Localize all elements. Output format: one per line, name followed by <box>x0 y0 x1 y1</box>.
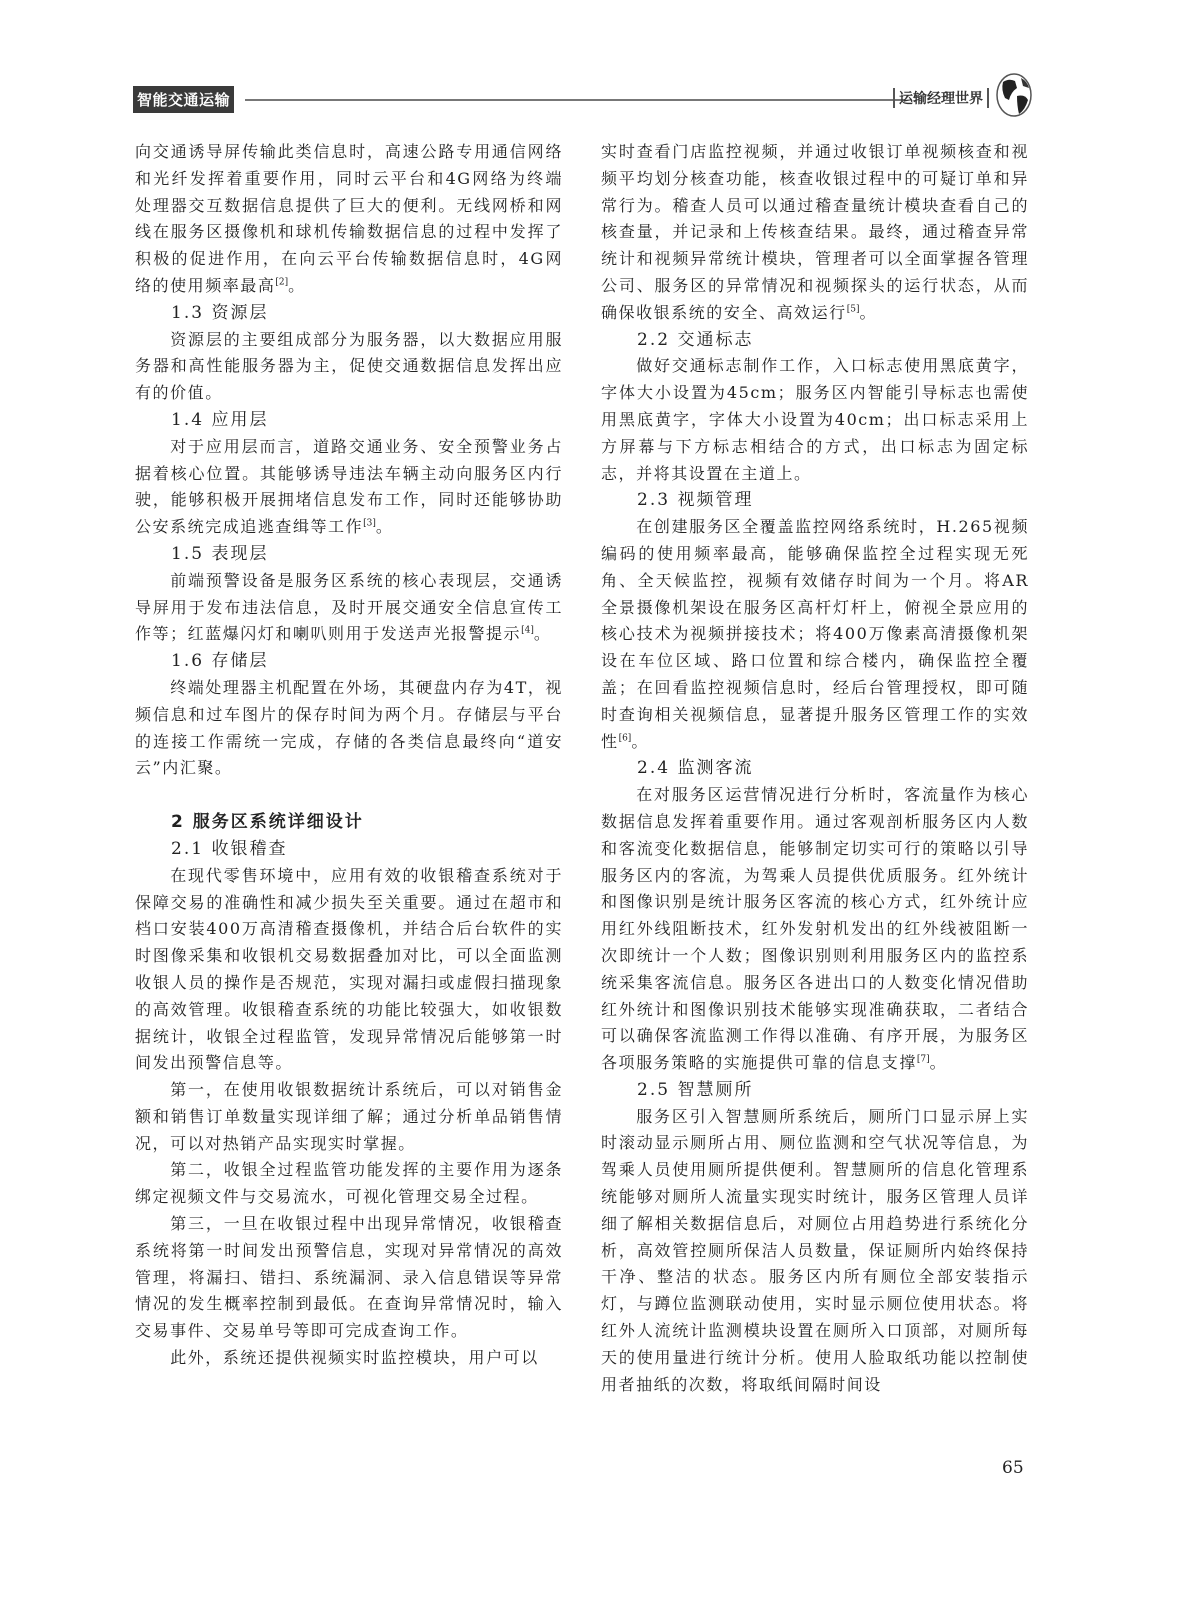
paragraph <box>601 514 1029 755</box>
paragraph <box>135 1157 563 1211</box>
paragraph-text: 在创建服务区全覆盖监控网络系统时，H.265视频编码的使用频率最高，能够确保监控全过程实现无死角、全天候监控，视频有效储存时间为一个月。将AR全景摄像机架设在服务区高杆灯杆上，俯视全景应用的核心技术为视频拼接技术；将400万像素高清摄像机架设在车位区域、路口位置和综合楼内，确保监控全覆盖；在回看监控视频信息时，经后台管理授权，即可随时查询相关视频信息，显著提升服务区管理工作的实效性 <box>601 517 1029 751</box>
section-label: 智能交通运输 <box>133 86 234 113</box>
running-header <box>133 84 1033 114</box>
sentence-end: 。 <box>533 624 552 644</box>
page-number: 65 <box>1002 1458 1024 1478</box>
left-column <box>135 139 563 1372</box>
paragraph-text: 向交通诱导屏传输此类信息时，高速公路专用通信网络和光纤发挥着重要作用，同时云平台和4G网络为终端处理器交互数据信息提供了巨大的便利。无线网桥和网线在服务区摄像机和球机传输数据信息的过程中发挥了积极的促进作用，在向云平台传输数据信息时，4G网络的使用频率最高 <box>135 142 563 295</box>
paragraph-text: 第三，一旦在收银过程中出现异常情况，收银稽查系统将第一时间发出预警信息，实现对异常情况的高效管理，将漏扫、错扫、系统漏洞、录入信息错误等异常情况的发生概率控制到最低。在查询异常情况时，输入交易事件、交易单号等即可完成查询工作。 <box>135 1214 563 1341</box>
sentence-end: 。 <box>631 731 649 751</box>
paragraph-text: 服务区引入智慧厕所系统后，厕所门口显示屏上实时滚动显示厕所占用、厕位监测和空气状况等信息，为驾乘人员使用厕所提供便利。智慧厕所的信息化管理系统能够对厕所人流量实现实时统计，服务区管理人员详细了解相关数据信息后，对厕位占用趋势进行系统化分析，高效管控厕所保洁人员数量，保证厕所内始终保持干净、整洁的状态。服务区内所有厕位全部安装指示灯，与蹲位监测联动使用，实时显示厕位使用状态。将红外人流统计监测模块设置在厕所入口顶部，对厕所每天的使用量进行统计分析。使用人脸取纸功能以控制使用者抽纸的次数，将取纸间隔时间设 <box>601 1106 1029 1394</box>
subsection-heading: 2.2 交通标志 <box>637 329 754 350</box>
paragraph-text: 在对服务区运营情况进行分析时，客流量作为核心数据信息发挥着重要作用。通过客观剖析服务区内人数和客流变化数据信息，能够制定切实可行的策略以引导服务区内的客流，为驾乘人员提供优质服务。红外统计和图像识别是统计服务区客流的核心方式，红外统计应用红外线阻断技术，红外发射机发出的红外线被阻断一次即统计一个人数；图像识别则利用服务区内的监控系统采集客流信息。服务区各进出口的人数变化情况借助红外统计和图像识别技术能够实现准确获取，二者结合可以确保客流监测工作得以准确、有序开展，为服务区各项服务策略的实施提供可靠的信息支撑 <box>601 785 1029 1073</box>
paragraph <box>135 139 563 300</box>
paragraph-text: 终端处理器主机配置在外场，其硬盘内存为4T，视频信息和过车图片的保存时间为两个月。存储层与平台的连接工作需统一完成，存储的各类信息最终向“道安云”内汇聚。 <box>135 677 563 778</box>
subsection-heading: 1.3 资源层 <box>171 302 269 323</box>
journal-name: 运输经理世界 <box>893 88 989 108</box>
paragraph-text: 资源层的主要组成部分为服务器，以大数据应用服务器和高性能服务器为主，促使交通数据信息发挥出应有的价值。 <box>135 329 563 403</box>
citation-ref: [7] <box>916 1054 930 1065</box>
paragraph-text: 前端预警设备是服务区系统的核心表现层，交通诱导屏用于发布违法信息，及时开展交通安全信息宣传工作等；红蓝爆闪灯和喇叭则用于发送声光报警提示 <box>135 570 563 644</box>
paragraph <box>135 1211 563 1345</box>
paragraph-text: 做好交通标志制作工作，入口标志使用黑底黄字，字体大小设置为45cm；服务区内智能引导标志也需使用黑底黄字，字体大小设置为40cm；出口标志采用上方屏幕与下方标志相结合的方式，出口标志为固定标志，并将其设置在主道上。 <box>601 356 1029 483</box>
subsection-heading: 1.4 应用层 <box>171 409 269 430</box>
header-rule <box>245 99 905 101</box>
paragraph <box>601 139 1029 327</box>
sentence-end: 。 <box>288 275 306 295</box>
right-column <box>601 139 1029 1398</box>
subsection-heading: 2.4 监测客流 <box>637 758 754 779</box>
subsection-heading: 2.1 收银稽查 <box>171 838 288 859</box>
paragraph-text: 第一，在使用收银数据统计系统后，可以对销售金额和销售订单数量实现详细了解；通过分析单品销售情况，可以对热销产品实现实时掌握。 <box>135 1080 563 1153</box>
paragraph <box>135 568 563 648</box>
subsection-heading: 2.5 智慧厕所 <box>637 1079 754 1100</box>
paragraph-text: 实时查看门店监控视频，并通过收银订单视频核查和视频平均划分核查功能，核查收银过程中的可疑订单和异常行为。稽查人员可以通过稽查量统计模块查看自己的核查量，并记录和上传核查结果。最终，通过稽查异常统计和视频异常统计模块，管理者可以全面掌握各管理公司、服务区的异常情况和视频探头的运行状态，从而确保收银系统的安全、高效运行 <box>601 142 1029 322</box>
paragraph <box>135 434 563 541</box>
paragraph-text: 在现代零售环境中，应用有效的收银稽查系统对于保障交易的准确性和减少损失至关重要。通过在超市和档口安装400万高清稽查摄像机，并结合后台软件的实时图像采集和收银机交易数据叠加对比，可以全面监测收银人员的操作是否规范，实现对漏扫或虚假扫描现象的高效管理。收银稽查系统的功能比较强大，如收银数据统计，收银全过程监管，发现异常情况后能够第一时间发出预警信息等。 <box>135 865 563 1073</box>
sentence-end: 。 <box>375 517 394 537</box>
citation-ref: [5] <box>846 304 860 315</box>
sentence-end: 。 <box>929 1053 948 1073</box>
citation-ref: [6] <box>618 733 632 744</box>
paragraph <box>135 863 563 1077</box>
paragraph <box>135 1077 563 1157</box>
paragraph <box>601 782 1029 1077</box>
paragraph <box>135 1345 563 1372</box>
citation-ref: [3] <box>363 518 376 529</box>
subsection-heading: 2.3 视频管理 <box>637 490 754 511</box>
paragraph <box>601 1104 1029 1399</box>
section-heading: 2 服务区系统详细设计 <box>171 812 364 833</box>
paragraph-text: 此外，系统还提供视频实时监控模块，用户可以 <box>170 1348 539 1368</box>
subsection-heading: 1.5 表现层 <box>171 543 269 564</box>
sentence-end: 。 <box>859 302 878 322</box>
citation-ref: [4] <box>521 626 534 637</box>
globe-icon <box>995 72 1033 118</box>
paragraph <box>601 353 1029 487</box>
paragraph-text: 第二，收银全过程监管功能发挥的主要作用为逐条绑定视频文件与交易流水，可视化管理交易全过程。 <box>135 1160 563 1207</box>
paragraph <box>135 327 563 407</box>
subsection-heading: 1.6 存储层 <box>171 651 269 672</box>
paragraph-text: 对于应用层而言，道路交通业务、安全预警业务占据着核心位置。其能够诱导违法车辆主动向服务区内行驶，能够积极开展拥堵信息发布工作，同时还能够协助公安系统完成追逃查缉等工作 <box>135 436 563 537</box>
citation-ref: [2] <box>275 277 289 288</box>
paragraph <box>135 675 563 782</box>
